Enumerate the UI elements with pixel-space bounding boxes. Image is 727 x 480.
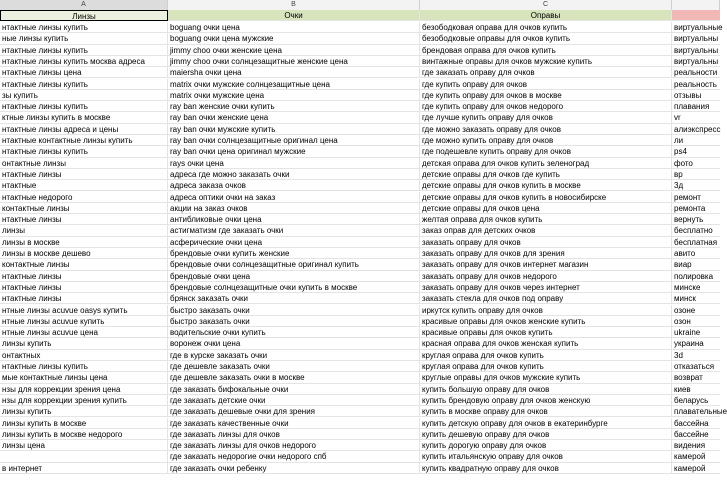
table-cell[interactable]: линзы	[0, 225, 168, 236]
header-cell-extra[interactable]	[672, 10, 720, 21]
table-row	[0, 316, 720, 327]
table-cell[interactable]: плавания	[672, 101, 720, 112]
table-row	[0, 248, 720, 259]
table-cell[interactable]: купить брендовую оправу для очков женскую	[420, 395, 672, 406]
table-cell[interactable]: бассейна	[672, 418, 720, 429]
table-row	[0, 418, 720, 429]
table-cell[interactable]: минске	[672, 282, 720, 293]
table-cell[interactable]: где купить оправу для очков	[420, 79, 672, 90]
table-cell[interactable]: где заказать линзы для очков недорого	[168, 440, 420, 451]
table-cell[interactable]: нтактные линзы	[0, 169, 168, 180]
table-cell[interactable]: ли	[672, 135, 720, 146]
table-cell[interactable]: акции на заказ очков	[168, 203, 420, 214]
table-cell[interactable]: брендовые солнцезащитные очки купить в москве	[168, 282, 420, 293]
table-row	[0, 429, 720, 440]
table-cell[interactable]: где заказать оправу для очков	[420, 67, 672, 78]
table-cell[interactable]: нзы для коррекции зрения купить	[0, 395, 168, 406]
table-cell[interactable]: плавательные	[674, 407, 727, 417]
table-cell[interactable]: нтактные линзы купить москва адреса	[0, 56, 168, 67]
table-row	[0, 293, 720, 304]
table-cell[interactable]: ukraine	[672, 327, 720, 338]
table-row	[0, 406, 727, 417]
table-row	[0, 282, 720, 293]
table-cell[interactable]: нтактные линзы	[0, 293, 168, 304]
table-cell[interactable]: в интернет	[0, 463, 168, 474]
table-cell[interactable]: купить в москве оправу для очков	[420, 406, 672, 417]
table-cell[interactable]: авито	[672, 248, 720, 259]
table-cell[interactable]: линзы купить в москве	[0, 418, 168, 429]
table-row	[0, 135, 720, 146]
table-row	[0, 271, 720, 282]
table-cell[interactable]: нтактные линзы	[0, 271, 168, 282]
table-cell[interactable]: линзы цена	[0, 440, 168, 451]
table-row	[0, 169, 720, 180]
table-cell[interactable]: где заказать качественные очки	[168, 418, 420, 429]
table-row	[0, 180, 720, 191]
table-cell[interactable]: ray ban очки цена оригинал мужские	[168, 146, 420, 157]
table-cell[interactable]: заказать оправу для очков для зрения	[420, 248, 672, 259]
table-cell[interactable]: алиэкспресс	[674, 124, 721, 134]
table-cell[interactable]: нтактные линзы купить	[0, 22, 168, 33]
table-cell[interactable]: где заказать детские очки	[168, 395, 420, 406]
header-cell-glasses[interactable]: Очки	[168, 10, 420, 21]
table-row	[0, 350, 720, 361]
table-row	[0, 192, 720, 203]
table-cell[interactable]: брянск заказать очки	[168, 293, 420, 304]
table-cell[interactable]: бассейне	[672, 429, 720, 440]
table-cell[interactable]: нтные линзы acuvue купить	[0, 316, 168, 327]
table-cell[interactable]: виртуальны	[674, 45, 719, 55]
table-cell[interactable]: ремонта	[672, 203, 720, 214]
table-cell[interactable]: отказаться	[672, 361, 720, 372]
table-cell[interactable]: где можно купить оправу для очков	[420, 135, 672, 146]
table-cell[interactable]: астигматизм где заказать очки	[168, 225, 420, 236]
table-cell[interactable]: контактные линзы	[0, 203, 168, 214]
table-cell[interactable]: jimmy choo очки солнцезащитные женские цена	[168, 56, 420, 67]
table-cell[interactable]: boguang очки цена мужские	[168, 33, 420, 44]
table-cell[interactable]: ray ban очки женские цена	[168, 112, 420, 123]
table-cell[interactable]: нтактные линзы адреса и цены	[0, 124, 168, 135]
table-row	[0, 372, 720, 383]
table-cell[interactable]: киев	[672, 384, 720, 395]
table-cell[interactable]: нтактные линзы цена	[0, 67, 168, 78]
table-cell[interactable]: купить квадратную оправу для очков	[420, 463, 672, 474]
table-cell[interactable]: реальности	[672, 67, 720, 78]
table-cell[interactable]: виртуальны	[674, 56, 719, 66]
table-cell[interactable]: асферические очки цена	[168, 237, 420, 248]
table-row	[0, 67, 720, 78]
table-cell[interactable]: брендовые очки купить женские	[168, 248, 420, 259]
table-cell[interactable]: нтактные линзы купить	[0, 45, 168, 56]
table-row	[0, 45, 720, 56]
table-cell[interactable]: фото	[672, 158, 720, 169]
table-cell[interactable]: купить большую оправу для очков	[420, 384, 672, 395]
table-row	[0, 56, 720, 67]
table-cell[interactable]: виртуальны	[674, 34, 719, 44]
table-cell[interactable]: линзы купить	[0, 406, 168, 417]
table-cell[interactable]: красивые оправы для очков женские купить	[420, 316, 672, 327]
table-row	[0, 158, 720, 169]
table-cell[interactable]: линзы купить	[0, 338, 168, 349]
table-cell[interactable]: где заказать дешевые очки для зрения	[168, 406, 420, 417]
table-cell[interactable]: адреса где можно заказать очки	[168, 169, 420, 180]
table-cell[interactable]: линзы в москве дешево	[0, 248, 168, 259]
table-row	[0, 451, 720, 462]
table-row	[0, 33, 720, 44]
table-row	[0, 124, 720, 135]
table-cell[interactable]: минск	[672, 293, 720, 304]
table-cell[interactable]: воронеж очки цена	[168, 338, 420, 349]
table-cell[interactable]: заказать оправу для очков	[420, 237, 672, 248]
table-cell[interactable]: нтактные линзы	[0, 214, 168, 225]
table-cell[interactable]: вр	[672, 169, 720, 180]
table-cell[interactable]: ктные линзы купить в москве	[0, 112, 168, 123]
table-row	[0, 101, 720, 112]
table-cell[interactable]: ray ban очки мужские купить	[168, 124, 420, 135]
table-cell[interactable]: нтактные линзы	[0, 282, 168, 293]
table-cell[interactable]: нтактные контактные линзы купить	[0, 135, 168, 146]
table-cell[interactable]: нтактные линзы купить	[0, 101, 168, 112]
table-cell[interactable]: купить дорогую оправу для очков	[420, 440, 672, 451]
table-cell[interactable]: заказать стекла для очков под оправу	[420, 293, 672, 304]
table-cell[interactable]: 3d	[672, 350, 720, 361]
table-row	[0, 259, 720, 270]
table-cell[interactable]: детские оправы для очков где купить	[420, 169, 672, 180]
table-cell[interactable]: заказ оправ для детских очков	[420, 225, 672, 236]
table-row	[0, 225, 720, 236]
table-cell[interactable]: boguang очки цена	[168, 22, 420, 33]
table-cell[interactable]: где подешевле купить оправу для очков	[420, 146, 672, 157]
table-cell[interactable]: детская оправа для очков купить зеленоград	[420, 158, 672, 169]
table-cell[interactable]: беларусь	[672, 395, 720, 406]
table-cell[interactable]: где дешевле заказать очки	[168, 361, 420, 372]
table-row	[0, 305, 720, 316]
table-row	[0, 384, 720, 395]
table-row	[0, 338, 720, 349]
table-cell[interactable]: вернуть	[672, 214, 720, 225]
table-row	[0, 237, 720, 248]
table-cell[interactable]: безободковая оправа для очков купить	[420, 22, 672, 33]
table-cell[interactable]: где заказать недорогие очки недорого спб	[168, 451, 420, 462]
table-cell[interactable]: винтажные оправы для очков мужские купить	[420, 56, 672, 67]
table-cell[interactable]: детские оправы для очков купить в москве	[420, 180, 672, 191]
table-cell[interactable]: озоне	[672, 305, 720, 316]
table-cell[interactable]: нтактные линзы купить	[0, 79, 168, 90]
header-cell-lenses[interactable]: Линзы	[0, 10, 168, 21]
table-cell[interactable]: ray ban очки солнцезащитные оригинал цена	[168, 135, 420, 146]
table-cell[interactable]: иркутск купить оправу для очков	[420, 305, 672, 316]
column-header-c[interactable]: C	[420, 0, 672, 10]
table-cell[interactable]: maiersha очки цена	[168, 67, 420, 78]
table-cell[interactable]: ray ban женские очки купить	[168, 101, 420, 112]
header-cell-frames[interactable]: Оправы	[420, 10, 672, 21]
table-row	[0, 203, 720, 214]
table-cell[interactable]: желтая оправа для очков купить	[420, 214, 672, 225]
table-cell[interactable]: онтактные линзы	[0, 158, 168, 169]
table-cell[interactable]: безободковые оправы для очков купить	[420, 33, 672, 44]
table-cell[interactable]: камерой	[672, 451, 720, 462]
table-row	[0, 361, 720, 372]
column-header-a[interactable]: A	[0, 0, 168, 10]
column-header-b[interactable]: B	[168, 0, 420, 10]
table-row	[0, 112, 720, 123]
table-cell[interactable]: быстро заказать очки	[168, 305, 420, 316]
table-cell[interactable]: видения	[672, 440, 720, 451]
table-cell[interactable]: быстро заказать очки	[168, 316, 420, 327]
table-cell[interactable]: адреса оптики очки на заказ	[168, 192, 420, 203]
table-cell[interactable]: красивые оправы для очков купить	[420, 327, 672, 338]
table-cell[interactable]: купить дешевую оправу для очков	[420, 429, 672, 440]
table-row	[0, 463, 720, 474]
table-cell[interactable]: украина	[672, 338, 720, 349]
table-cell[interactable]: купить детскую оправу для очков в екатеринбурге	[420, 418, 672, 429]
table-cell[interactable]: красная оправа для очков женская купить	[420, 338, 672, 349]
table-cell[interactable]: нзы для коррекции зрения цена	[0, 384, 168, 395]
table-cell[interactable]: детские оправы для очков цена	[420, 203, 672, 214]
table-cell[interactable]: нтактные	[0, 180, 168, 191]
table-cell[interactable]: 3д	[672, 180, 720, 191]
table-cell[interactable]: озон	[672, 316, 720, 327]
table-cell[interactable]: где заказать линзы для очков	[168, 429, 420, 440]
table-cell[interactable]: ные линзы купить	[0, 33, 168, 44]
table-cell[interactable]: линзы купить в москве недорого	[0, 429, 168, 440]
table-cell[interactable]: где купить оправу для очков недорого	[420, 101, 672, 112]
table-cell[interactable]: круглые оправы для очков мужские купить	[420, 372, 672, 383]
table-cell[interactable]: водительские очки купить	[168, 327, 420, 338]
table-cell[interactable]: зы купить	[0, 90, 168, 101]
table-cell[interactable]: нтактные линзы купить	[0, 146, 168, 157]
table-cell[interactable]: контактные линзы	[0, 259, 168, 270]
table-cell[interactable]: нтактные недорого	[0, 192, 168, 203]
table-row	[0, 214, 720, 225]
table-cell[interactable]: адреса заказа очков	[168, 180, 420, 191]
table-cell[interactable]: онтактных	[0, 350, 168, 361]
table-cell[interactable]: ремонт	[672, 192, 720, 203]
table-row	[0, 79, 720, 90]
table-cell[interactable]: jimmy choo очки женские цена	[168, 45, 420, 56]
table-cell[interactable]: где заказать бифокальные очки	[168, 384, 420, 395]
table-cell[interactable]: ps4	[672, 146, 720, 157]
table-row	[0, 327, 720, 338]
table-cell[interactable]: vr	[672, 112, 720, 123]
table-row	[0, 90, 720, 101]
table-cell[interactable]: линзы в москве	[0, 237, 168, 248]
table-cell[interactable]: отзывы	[672, 90, 720, 101]
table-row	[0, 395, 720, 406]
table-cell[interactable]: нтные линзы acuvue oasys купить	[0, 305, 168, 316]
table-row	[0, 22, 723, 33]
table-cell[interactable]: купить итальянскую оправу для очков	[420, 451, 672, 462]
table-cell[interactable]: возврат	[672, 372, 720, 383]
table-cell[interactable]: бесплатная	[672, 237, 720, 248]
table-cell[interactable]: антибликовые очки цена	[168, 214, 420, 225]
table-cell[interactable]: реальность	[672, 79, 720, 90]
table-cell[interactable]: брендовые очки солнцезащитные оригинал купить	[168, 259, 420, 270]
table-cell[interactable]: брендовые очки цена	[168, 271, 420, 282]
table-cell[interactable]: нтные линзы acuvue цена	[0, 327, 168, 338]
table-cell[interactable]: matrix очки мужские цена	[168, 90, 420, 101]
table-cell[interactable]: где в курске заказать очки	[168, 350, 420, 361]
column-header-d[interactable]	[672, 0, 720, 10]
table-cell[interactable]: круглая оправа для очков купить	[420, 350, 672, 361]
table-row	[0, 440, 720, 451]
table-cell[interactable]: где купить оправу для очков в москве	[420, 90, 672, 101]
table-cell[interactable]: виар	[672, 259, 720, 270]
table-cell[interactable]: полировка	[672, 271, 720, 282]
table-cell[interactable]: бесплатно	[672, 225, 720, 236]
table-cell[interactable]: rays очки цена	[168, 158, 420, 169]
table-cell[interactable]: где заказать очки ребенку	[168, 463, 420, 474]
table-cell[interactable]: детские оправы для очков купить в новосибирске	[420, 192, 672, 203]
table-cell[interactable]: где дешевле заказать очки в москве	[168, 372, 420, 383]
table-cell[interactable]: мые контактные линзы цена	[0, 372, 168, 383]
table-cell[interactable]: нтактные линзы купить	[0, 361, 168, 372]
table-cell[interactable]	[0, 451, 168, 462]
table-cell[interactable]: где лучше купить оправу для очков	[420, 112, 672, 123]
table-cell[interactable]: заказать оправу для очков через интернет	[420, 282, 672, 293]
table-cell[interactable]: где можно заказать оправу для очков	[420, 124, 672, 135]
table-row	[0, 146, 720, 157]
table-cell[interactable]: заказать оправу для очков интернет магазин	[420, 259, 672, 270]
table-cell[interactable]: камерой	[672, 463, 720, 474]
table-cell[interactable]: заказать оправу для очков недорого	[420, 271, 672, 282]
table-cell[interactable]: matrix очки мужские солнцезащитные цена	[168, 79, 420, 90]
table-cell[interactable]: круглая оправа для очков купить	[420, 361, 672, 372]
table-cell[interactable]: брендовая оправа для очков купить	[420, 45, 672, 56]
header-row	[0, 10, 720, 21]
table-cell[interactable]: виртуальные	[674, 23, 723, 32]
